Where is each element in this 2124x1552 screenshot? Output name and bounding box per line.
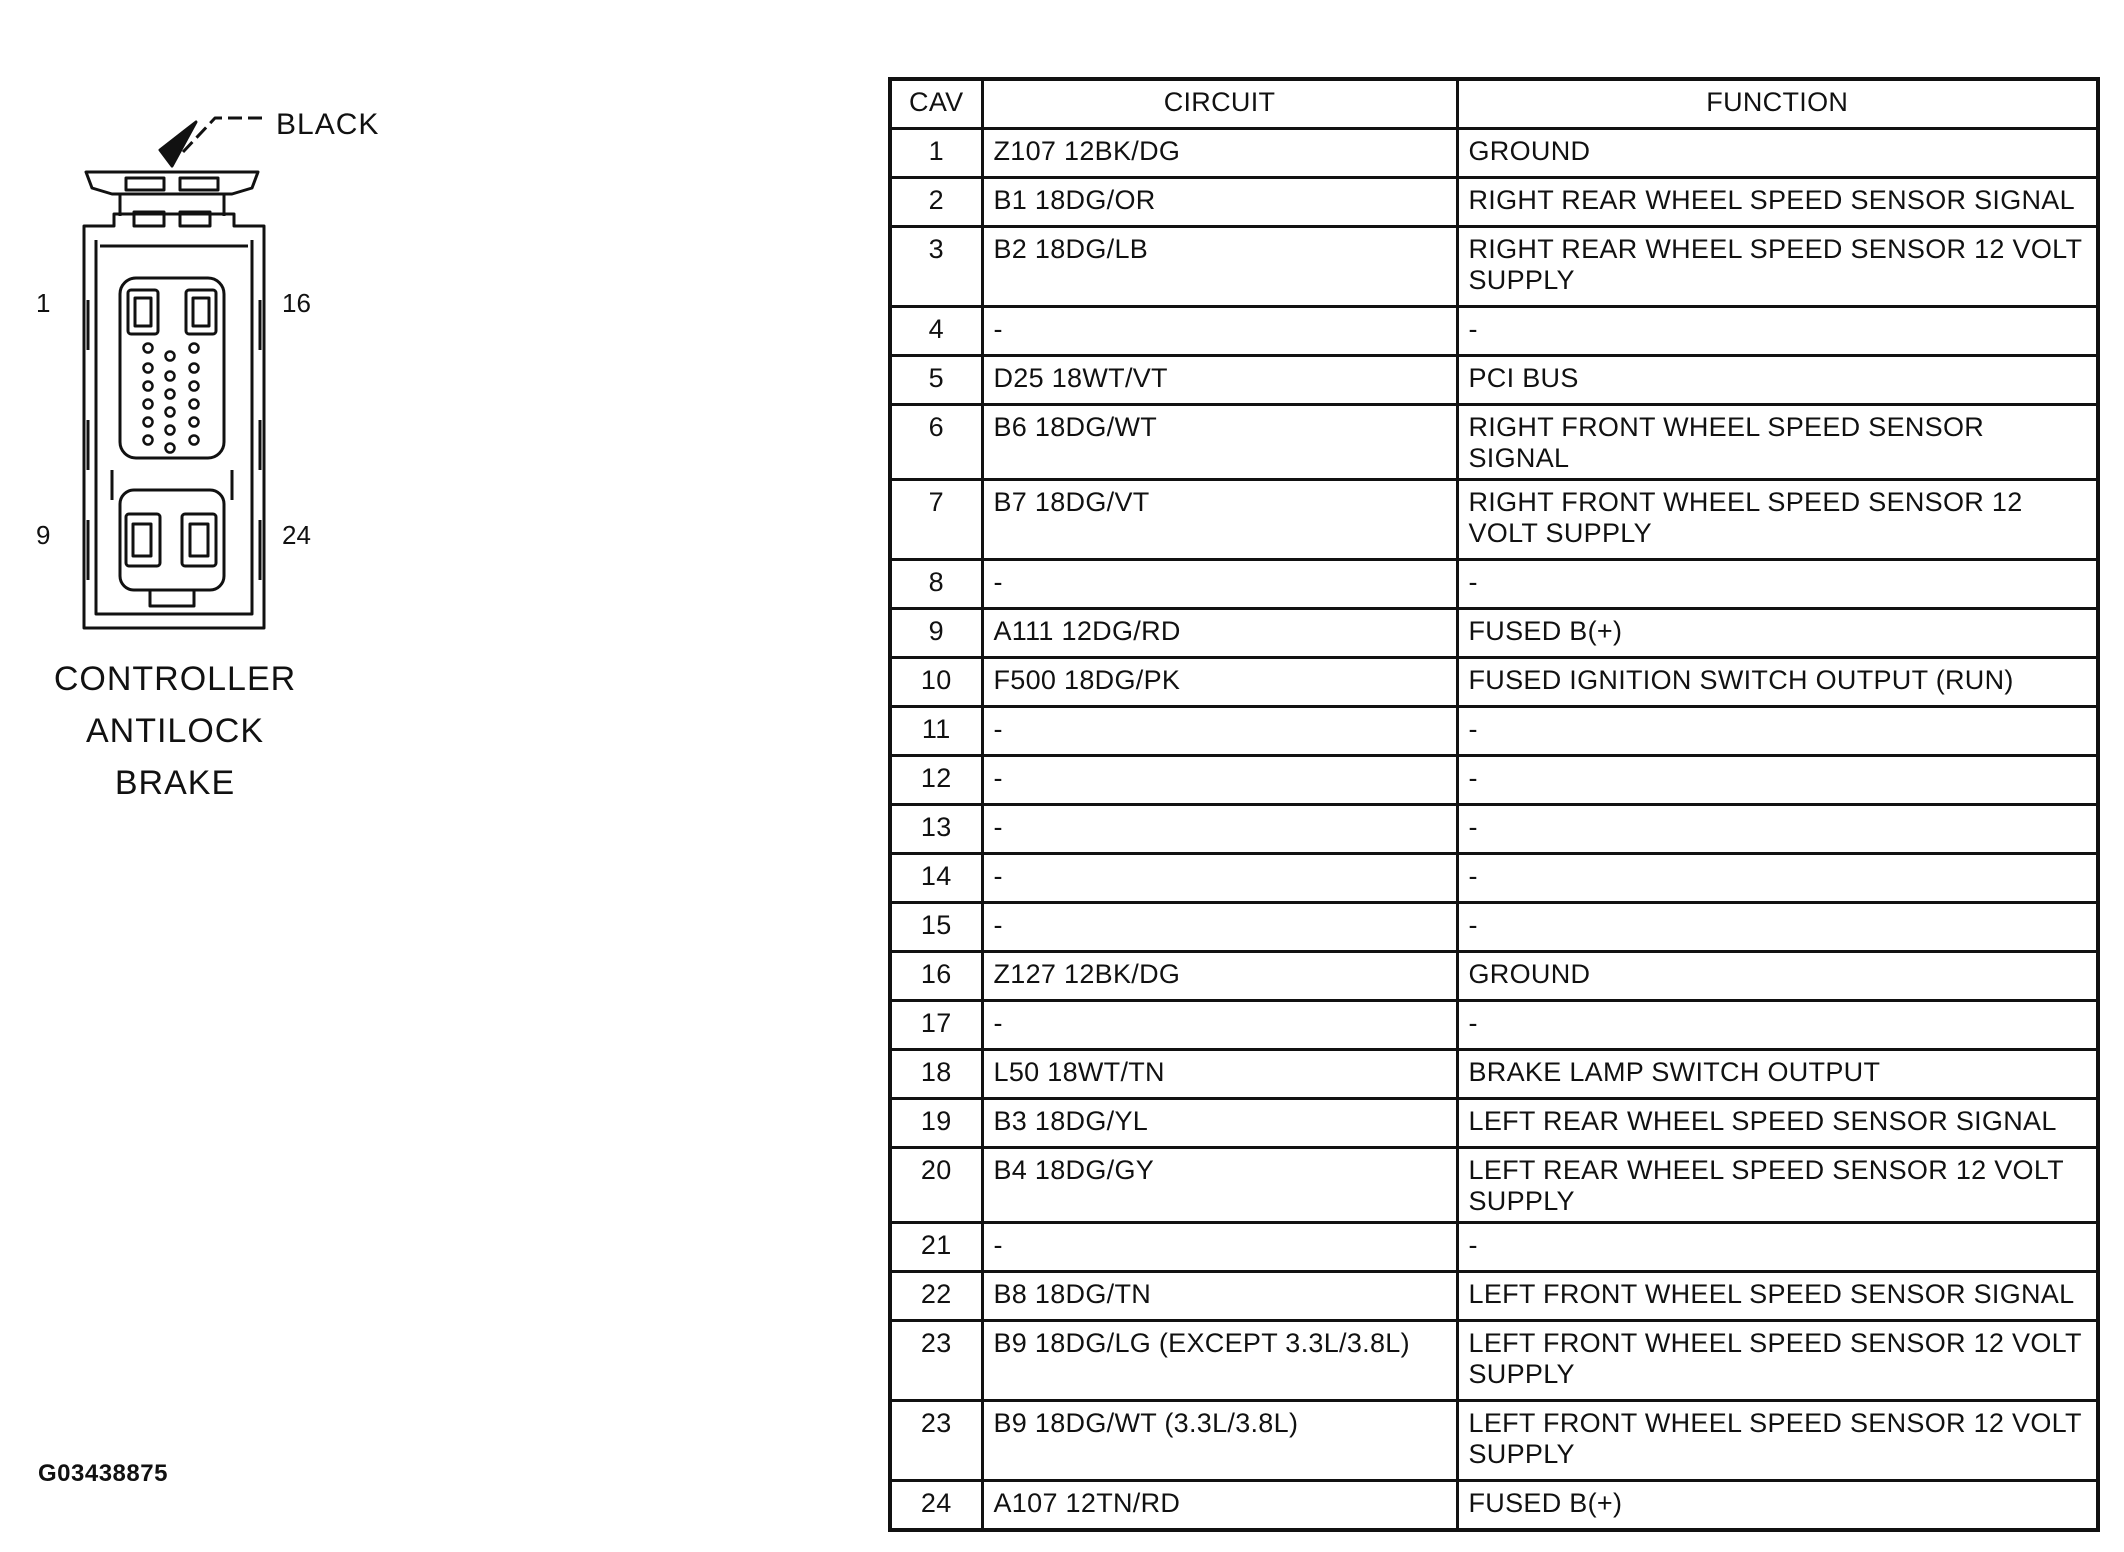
function-cell: -: [1457, 560, 2098, 609]
pin-label-bottom-left: 9: [36, 520, 51, 550]
table-row: [890, 1401, 2098, 1481]
header-cav: CAV: [890, 79, 982, 129]
cav-cell: 5: [890, 356, 982, 405]
table-row: [890, 1148, 2098, 1223]
pin-cavity: [190, 344, 199, 353]
circuit-cell: -: [982, 903, 1457, 952]
function-cell: -: [1457, 756, 2098, 805]
function-cell: -: [1457, 1223, 2098, 1272]
cav-cell: 3: [890, 227, 982, 307]
table-row: [890, 1223, 2098, 1272]
circuit-cell: -: [982, 560, 1457, 609]
connector-latch: [86, 172, 258, 194]
cav-cell: 12: [890, 756, 982, 805]
circuit-cell: B9 18DG/LG (EXCEPT 3.3L/3.8L): [982, 1321, 1457, 1401]
cav-cell: 19: [890, 1099, 982, 1148]
cav-cell: 11: [890, 707, 982, 756]
cav-cell: 14: [890, 854, 982, 903]
connector-housing: [84, 214, 264, 628]
caption-line: CONTROLLER: [53, 660, 297, 698]
pin-cavity: [144, 364, 153, 373]
table-row: [890, 756, 2098, 805]
pin-cavity: [190, 382, 199, 391]
figure-id: G03438875: [38, 1460, 168, 1487]
caption-line: ANTILOCK: [85, 712, 265, 750]
caption-line: BRAKE: [114, 764, 236, 802]
circuit-cell: -: [982, 1001, 1457, 1050]
cav-cell: 16: [890, 952, 982, 1001]
function-cell: GROUND: [1457, 129, 2098, 178]
pin-cavity: [166, 426, 175, 435]
pin-cavity: [166, 390, 175, 399]
pin-cavity: [144, 344, 153, 353]
table-row: [890, 560, 2098, 609]
wire-color-label: BLACK: [276, 108, 380, 141]
cav-cell: 13: [890, 805, 982, 854]
circuit-cell: Z127 12BK/DG: [982, 952, 1457, 1001]
circuit-cell: B9 18DG/WT (3.3L/3.8L): [982, 1401, 1457, 1481]
circuit-cell: F500 18DG/PK: [982, 658, 1457, 707]
cav-cell: 7: [890, 480, 982, 560]
function-cell: FUSED B(+): [1457, 1481, 2098, 1531]
table-row: [890, 227, 2098, 307]
cav-cell: 1: [890, 129, 982, 178]
function-cell: -: [1457, 903, 2098, 952]
pin-cavity: [166, 444, 175, 453]
function-cell: FUSED B(+): [1457, 609, 2098, 658]
function-cell: LEFT FRONT WHEEL SPEED SENSOR SIGNAL: [1457, 1272, 2098, 1321]
pin-cavity: [144, 418, 153, 427]
cav-cell: 10: [890, 658, 982, 707]
cav-cell: 9: [890, 609, 982, 658]
header-function: FUNCTION: [1457, 79, 2098, 129]
cav-cell: 24: [890, 1481, 982, 1531]
circuit-cell: B2 18DG/LB: [982, 227, 1457, 307]
table-header-row: [890, 79, 2098, 129]
pin-cavity: [144, 436, 153, 445]
table-row: [890, 903, 2098, 952]
table-row: [890, 1481, 2098, 1531]
function-cell: LEFT FRONT WHEEL SPEED SENSOR 12 VOLT SUPPLY: [1457, 1321, 2098, 1401]
function-cell: RIGHT FRONT WHEEL SPEED SENSOR 12 VOLT SUPPLY: [1457, 480, 2098, 560]
circuit-cell: A107 12TN/RD: [982, 1481, 1457, 1531]
pin-cavity: [190, 436, 199, 445]
cav-cell: 2: [890, 178, 982, 227]
circuit-cell: B1 18DG/OR: [982, 178, 1457, 227]
circuit-cell: B8 18DG/TN: [982, 1272, 1457, 1321]
cav-cell: 20: [890, 1148, 982, 1223]
table-row: [890, 952, 2098, 1001]
table-row: [890, 1099, 2098, 1148]
table-row: [890, 307, 2098, 356]
table-row: [890, 1321, 2098, 1401]
circuit-cell: -: [982, 707, 1457, 756]
pin-label-top-right: 16: [282, 288, 311, 318]
pinout-table: [888, 77, 2100, 1532]
function-cell: GROUND: [1457, 952, 2098, 1001]
table-row: [890, 1050, 2098, 1099]
pin-cavity: [190, 364, 199, 373]
function-cell: RIGHT REAR WHEEL SPEED SENSOR SIGNAL: [1457, 178, 2098, 227]
table-row: [890, 1001, 2098, 1050]
pin-cavity: [190, 418, 199, 427]
pin-cavity: [166, 352, 175, 361]
function-cell: -: [1457, 307, 2098, 356]
cav-cell: 17: [890, 1001, 982, 1050]
pinout-table-body: [890, 129, 2098, 1531]
function-cell: -: [1457, 1001, 2098, 1050]
function-cell: PCI BUS: [1457, 356, 2098, 405]
table-row: [890, 707, 2098, 756]
cav-cell: 22: [890, 1272, 982, 1321]
component-caption: [45, 662, 305, 818]
circuit-cell: Z107 12BK/DG: [982, 129, 1457, 178]
function-cell: LEFT REAR WHEEL SPEED SENSOR 12 VOLT SUPPLY: [1457, 1148, 2098, 1223]
table-row: [890, 1272, 2098, 1321]
function-cell: -: [1457, 707, 2098, 756]
circuit-cell: B6 18DG/WT: [982, 405, 1457, 480]
circuit-cell: B4 18DG/GY: [982, 1148, 1457, 1223]
pin-cavity: [166, 372, 175, 381]
circuit-cell: B3 18DG/YL: [982, 1099, 1457, 1148]
table-row: [890, 658, 2098, 707]
pin-cavity: [190, 400, 199, 409]
table-row: [890, 854, 2098, 903]
table-row: [890, 405, 2098, 480]
function-cell: LEFT REAR WHEEL SPEED SENSOR SIGNAL: [1457, 1099, 2098, 1148]
pin-label-bottom-right: 24: [282, 520, 311, 550]
connector-diagram: [0, 0, 420, 680]
circuit-cell: -: [982, 854, 1457, 903]
circuit-cell: L50 18WT/TN: [982, 1050, 1457, 1099]
function-cell: LEFT FRONT WHEEL SPEED SENSOR 12 VOLT SUPPLY: [1457, 1401, 2098, 1481]
table-row: [890, 480, 2098, 560]
function-cell: -: [1457, 805, 2098, 854]
cav-cell: 21: [890, 1223, 982, 1272]
table-row: [890, 356, 2098, 405]
header-circuit: CIRCUIT: [982, 79, 1457, 129]
table-row: [890, 129, 2098, 178]
cav-cell: 6: [890, 405, 982, 480]
table-row: [890, 178, 2098, 227]
cav-cell: 15: [890, 903, 982, 952]
pin-cavity: [144, 400, 153, 409]
function-cell: -: [1457, 854, 2098, 903]
function-cell: BRAKE LAMP SWITCH OUTPUT: [1457, 1050, 2098, 1099]
cav-cell: 8: [890, 560, 982, 609]
cav-cell: 23: [890, 1321, 982, 1401]
circuit-cell: -: [982, 805, 1457, 854]
circuit-cell: -: [982, 1223, 1457, 1272]
circuit-cell: -: [982, 756, 1457, 805]
circuit-cell: -: [982, 307, 1457, 356]
cav-cell: 4: [890, 307, 982, 356]
cav-cell: 23: [890, 1401, 982, 1481]
pin-cavity: [166, 408, 175, 417]
table-row: [890, 805, 2098, 854]
table-row: [890, 609, 2098, 658]
function-cell: RIGHT REAR WHEEL SPEED SENSOR 12 VOLT SUPPLY: [1457, 227, 2098, 307]
cav-cell: 18: [890, 1050, 982, 1099]
circuit-cell: A111 12DG/RD: [982, 609, 1457, 658]
pin-label-top-left: 1: [36, 288, 51, 318]
pin-cavity: [144, 382, 153, 391]
circuit-cell: B7 18DG/VT: [982, 480, 1457, 560]
function-cell: RIGHT FRONT WHEEL SPEED SENSOR SIGNAL: [1457, 405, 2098, 480]
circuit-cell: D25 18WT/VT: [982, 356, 1457, 405]
function-cell: FUSED IGNITION SWITCH OUTPUT (RUN): [1457, 658, 2098, 707]
